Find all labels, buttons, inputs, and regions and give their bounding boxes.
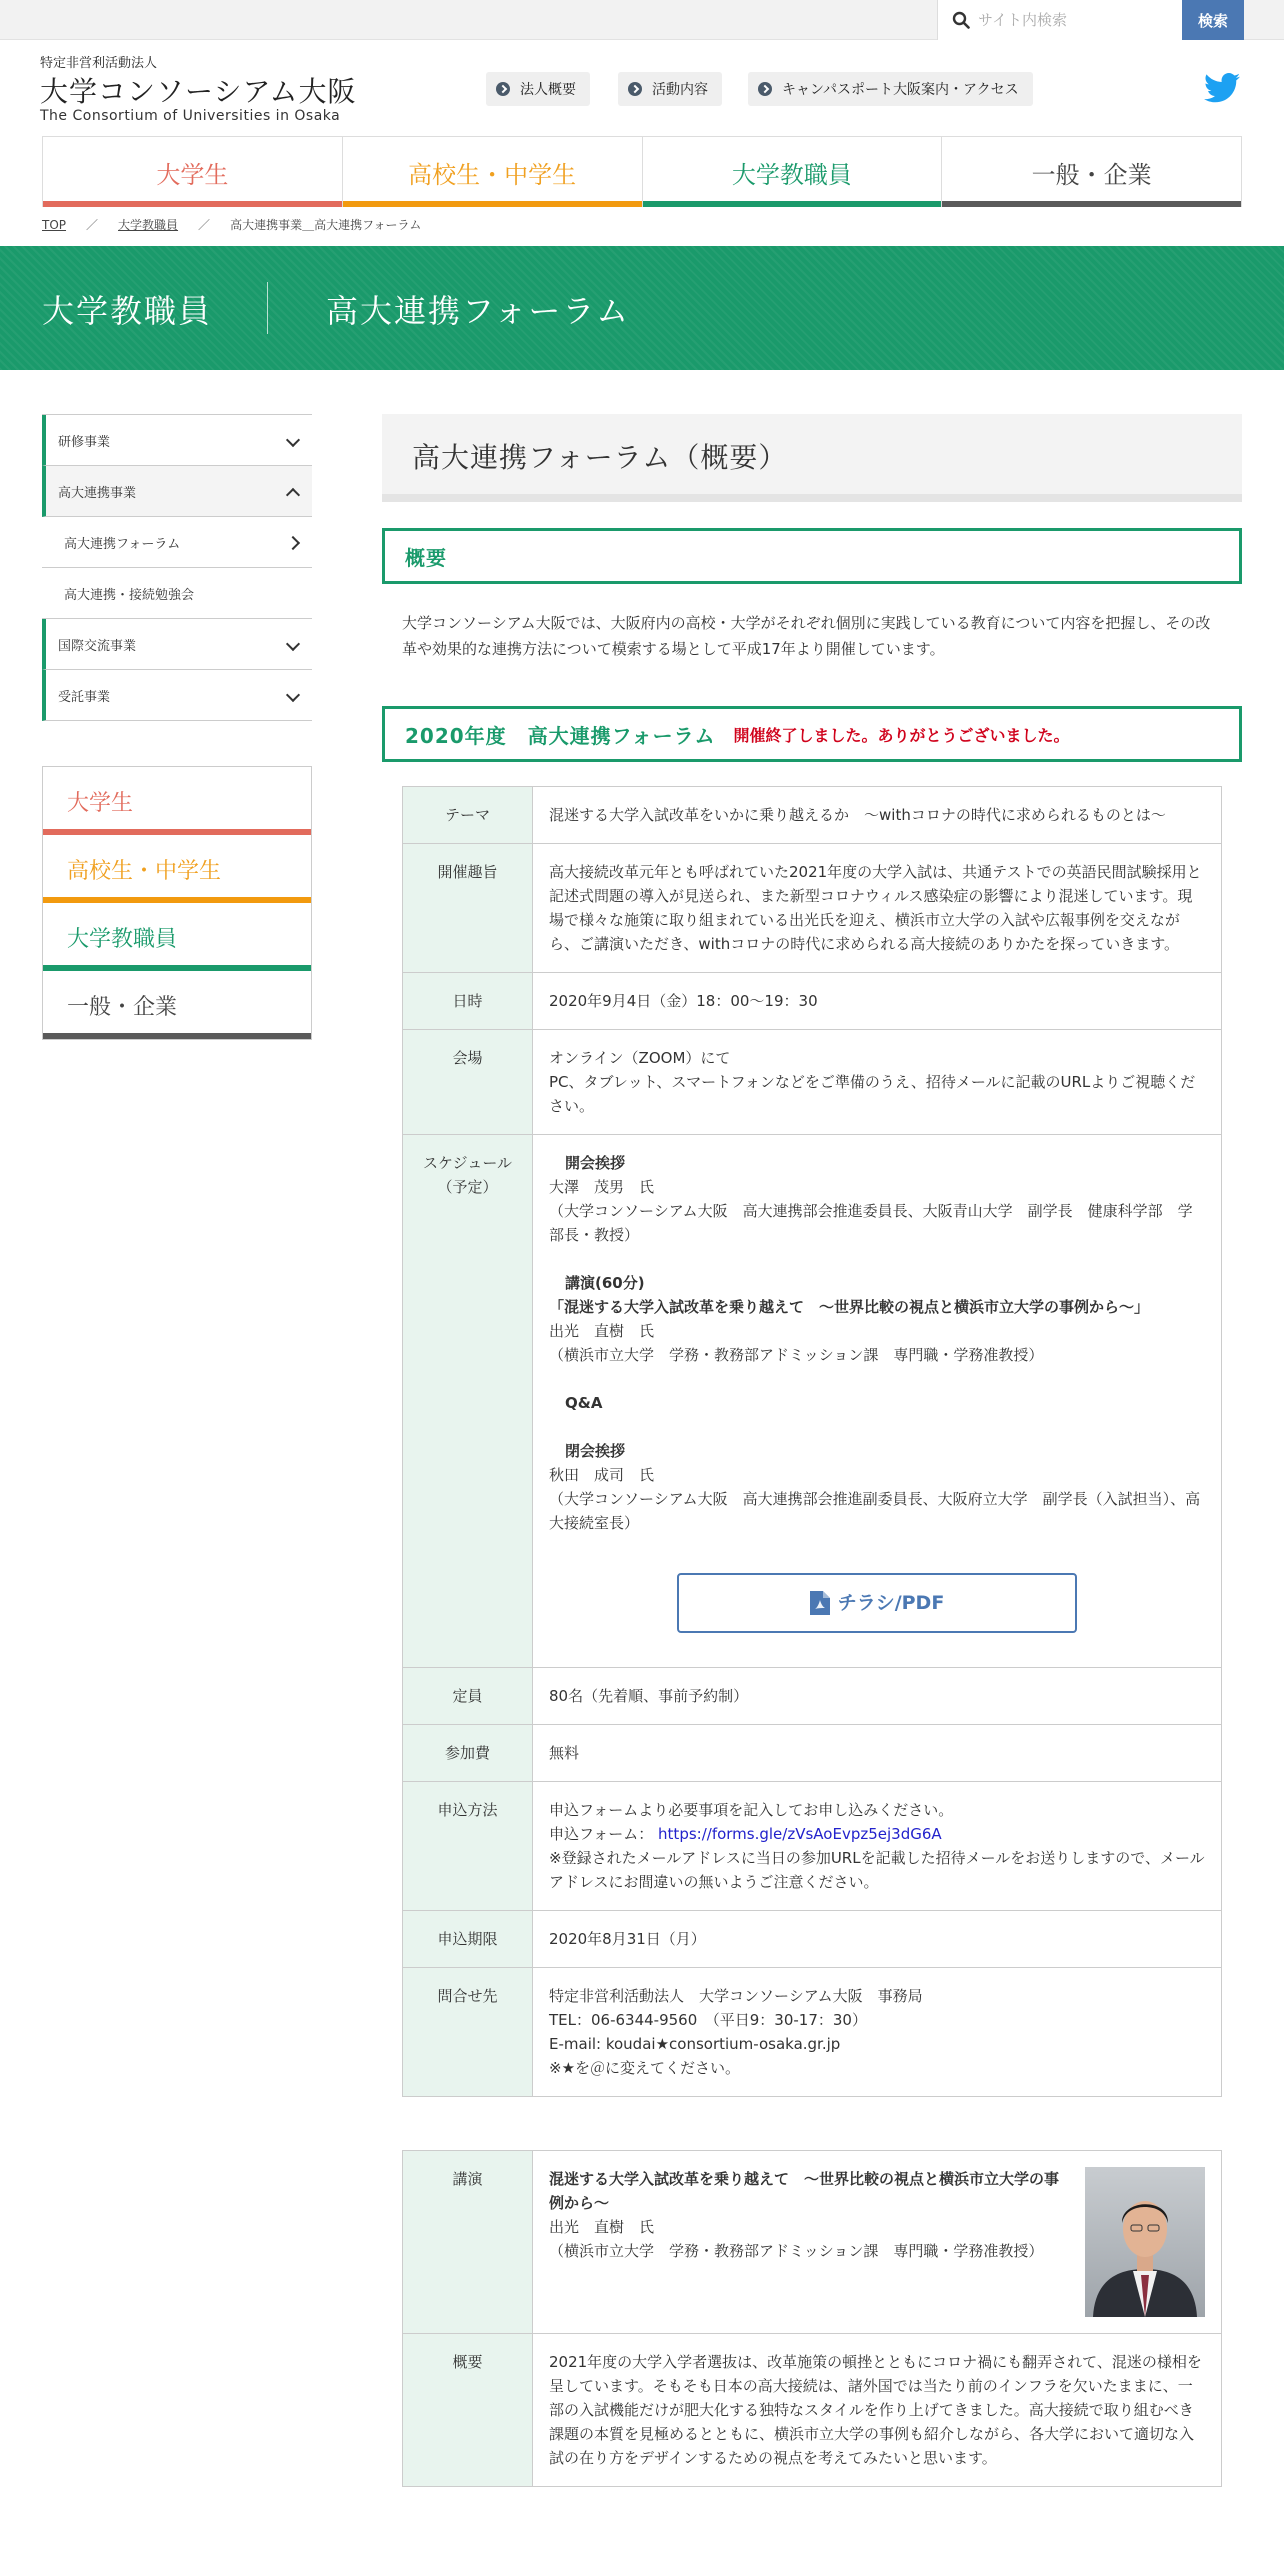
schedule-qa-heading: Q&A (565, 1394, 603, 1412)
hero-band (0, 246, 1284, 370)
table-row (403, 1030, 1222, 1135)
page-title-box (382, 414, 1242, 502)
row-label: 開催趣旨 (403, 844, 533, 973)
main-nav-students[interactable]: 大学生 (42, 137, 342, 207)
event-heading-box (382, 706, 1242, 762)
sidebar-category-box (42, 766, 312, 1040)
page-title: 高大連携フォーラム（概要） (412, 441, 788, 474)
schedule-lecture-heading: 講演(60分) (565, 1274, 645, 1292)
apply-instruction: 申込フォームより必要事項を記入してお申し込みください。 (549, 1801, 954, 1819)
main-nav-general[interactable]: 一般・企業 (941, 137, 1242, 207)
hero-divider (267, 282, 268, 334)
chevron-right-icon (286, 536, 300, 550)
row-label: 概要 (403, 2334, 533, 2487)
row-label (403, 1135, 533, 1668)
schedule-label: スケジュール (422, 1154, 513, 1172)
header-nav-label: 活動内容 (652, 82, 708, 98)
chevron-down-icon (286, 688, 300, 702)
fee-value: 無料 (533, 1725, 1222, 1782)
schedule-lecture-name: 出光 直樹 氏 (549, 1322, 655, 1340)
breadcrumb-current: 高大連携事業＿高大連携フォーラム (230, 218, 422, 232)
arrow-circle-icon (628, 82, 642, 96)
sidebar-item-highschool-collab[interactable] (42, 466, 312, 517)
arrow-circle-icon (496, 82, 510, 96)
row-label: 申込期限 (403, 1911, 533, 1968)
event-closed-notice: 開催終了しました。ありがとうございました。 (733, 725, 1070, 745)
hero-category: 大学教職員 (42, 292, 213, 330)
deadline-value: 2020年8月31日（月） (533, 1911, 1222, 1968)
contact-org: 特定非営利活動法人 大学コンソーシアム大阪 事務局 (549, 1987, 923, 2005)
site-subtitle: The Consortium of Universities in Osaka (40, 108, 341, 124)
site-title[interactable]: 大学コンソーシアム大阪 (40, 75, 357, 108)
schedule-open-affiliation: （大学コンソーシアム大阪 高大連携部会推進委員長、大阪青山大学 副学長 健康科学部 学部長・教授） (549, 1202, 1193, 1244)
table-row (403, 787, 1222, 844)
header-nav-activities[interactable] (618, 72, 722, 106)
overview-heading: 概要 (405, 545, 447, 570)
apply-form-link[interactable]: https://forms.gle/zVsAoEvpz5ej3dG6A (658, 1825, 942, 1843)
row-label: 講演 (403, 2151, 533, 2334)
sidebar-item-label: 高大連携フォーラム (64, 536, 181, 552)
schedule-lecture-title: 「混迷する大学入試改革を乗り越えて ～世界比較の視点と横浜市立大学の事例から～」 (549, 1298, 1150, 1316)
lecture-title: 混迷する大学入試改革を乗り越えて ～世界比較の視点と横浜市立大学の事例から～ (549, 2170, 1060, 2212)
search-icon (952, 11, 970, 29)
search-button[interactable]: 検索 (1182, 0, 1244, 40)
breadcrumb-separator: ／ (86, 218, 99, 232)
header-nav-label: 法人概要 (520, 82, 576, 98)
schedule-open-name: 大澤 茂男 氏 (549, 1178, 655, 1196)
main-nav (42, 136, 1242, 206)
row-label: テーマ (403, 787, 533, 844)
date-value: 2020年9月4日（金）18：00～19：30 (533, 973, 1222, 1030)
breadcrumb-faculty-link[interactable]: 大学教職員 (118, 218, 179, 232)
header-nav-about[interactable] (486, 72, 590, 106)
row-label: 参加費 (403, 1725, 533, 1782)
schedule-close-affiliation: （大学コンソーシアム大阪 高大連携部会推進副委員長、大阪府立大学 副学長（入試担当）、高大接続室長） (549, 1490, 1201, 1532)
schedule-lecture-affiliation: （横浜市立大学 学務・教務部アドミッション課 専門職・学務准教授） (549, 1346, 1044, 1364)
schedule-close-name: 秋田 成司 氏 (549, 1466, 655, 1484)
apply-note: ※登録されたメールアドレスに当日の参加URLを記載した招待メールをお送りしますので、メールアドレスにお間違いの無いようご注意ください。 (549, 1849, 1205, 1891)
overview-heading-box (382, 528, 1242, 584)
breadcrumb-separator: ／ (198, 218, 211, 232)
search-input[interactable] (978, 6, 1198, 34)
flyer-pdf-label: チラシ/PDF (837, 1592, 945, 1614)
schedule-close-heading: 閉会挨拶 (565, 1442, 626, 1460)
sidebar-item-study-group[interactable] (42, 568, 312, 619)
table-row (403, 2334, 1222, 2487)
lecture-summary: 2021年度の大学入学者選抜は、改革施策の頓挫とともにコロナ禍にも翻弄されて、混迷の様相を呈しています。そもそも日本の高大接続は、諸外国では当たり前のインフラを欠いたままに、一部の入試機能だけが肥大化する独特なスタイルを作り上げてきました。高大接続で取り組むべき課題の本質を見極めるとともに、横浜市立大学の事例も紹介しながら、各大学において適切な入試の在り方をデザインするための視点を考えてみたいと思います。 (533, 2334, 1222, 2487)
schedule-value (533, 1135, 1222, 1668)
chevron-down-icon (286, 433, 300, 447)
sidebar-item-label: 高大連携事業 (58, 485, 137, 501)
apply-form-label: 申込フォーム： (549, 1825, 654, 1843)
lecture-affiliation: （横浜市立大学 学務・教務部アドミッション課 専門職・学務准教授） (549, 2242, 1044, 2260)
hero-title: 高大連携フォーラム (326, 292, 631, 330)
speaker-photo (1085, 2167, 1205, 2317)
purpose-value: 高大接続改革元年とも呼ばれていた2021年度の大学入試は、共通テストでの英語民間試験採用と記述式問題の導入が見送られ、また新型コロナウィルス感染症の影響により混迷しています。現場で様々な施策に取り組まれている出光氏を迎え、横浜市立大学の入試や広報事例を交えながら、ご講演いただき、withコロナの時代に求められる高大接続のありかたを探っていきます。 (533, 844, 1222, 973)
sidebar-item-label: 受託事業 (58, 689, 111, 705)
chevron-up-icon (286, 488, 300, 502)
lecture-info-table (402, 2150, 1222, 2487)
breadcrumb-top-link[interactable]: TOP (42, 217, 67, 232)
sidebar-item-international[interactable] (42, 619, 312, 670)
sidebar-item-label: 研修事業 (58, 434, 111, 450)
header-nav-access[interactable] (748, 72, 1033, 106)
sidebar-item-commissioned[interactable] (42, 670, 312, 721)
chevron-down-icon (286, 637, 300, 651)
venue-value (533, 1030, 1222, 1135)
sidebar-item-label: 高大連携・接続勉強会 (64, 587, 195, 603)
sidebar-category-faculty[interactable]: 大学教職員 (43, 903, 311, 971)
table-row (403, 1968, 1222, 2097)
header-nav-label: キャンパスポート大阪案内・アクセス (782, 82, 1019, 98)
schedule-label-sub: （予定） (437, 1178, 498, 1196)
sidebar-category-general[interactable]: 一般・企業 (43, 971, 311, 1039)
sidebar-item-training[interactable] (42, 415, 312, 466)
sidebar-menu (42, 414, 312, 721)
contact-tel: TEL：06-6344-9560 （平日9：30-17：30） (549, 2011, 867, 2029)
venue-note: PC、タブレット、スマートフォンなどをご準備のうえ、招待メールに記載のURLよりご視聴ください。 (549, 1073, 1196, 1115)
table-row (403, 1725, 1222, 1782)
lecture-speaker: 出光 直樹 氏 (549, 2218, 655, 2236)
table-row (403, 1135, 1222, 1668)
intro-text: 大学コンソーシアム大阪では、大阪府内の高校・大学がそれぞれ個別に実践している教育について内容を把握し、その改革や効果的な連携方法について模索する場として平成17年より開催しています。 (402, 614, 1211, 658)
contact-note: ※★を＠に変えてください。 (549, 2059, 741, 2077)
flyer-pdf-button[interactable] (677, 1573, 1077, 1633)
apply-value (533, 1782, 1222, 1911)
venue-line: オンライン（ZOOM）にて (549, 1049, 731, 1067)
table-row (403, 1782, 1222, 1911)
table-row (403, 973, 1222, 1030)
row-label: 申込方法 (403, 1782, 533, 1911)
sidebar-item-label: 国際交流事業 (58, 638, 137, 654)
schedule-open-heading: 開会挨拶 (565, 1154, 626, 1172)
theme-value: 混迷する大学入試改革をいかに乗り越えるか ～withコロナの時代に求められるものとは～ (533, 787, 1222, 844)
pdf-icon (810, 1591, 830, 1615)
row-label: 会場 (403, 1030, 533, 1135)
sidebar-item-forum[interactable] (42, 517, 312, 568)
row-label: 日時 (403, 973, 533, 1030)
sidebar-category-students[interactable]: 大学生 (43, 767, 311, 835)
table-row (403, 844, 1222, 973)
table-row (403, 2151, 1222, 2334)
row-label: 問合せ先 (403, 1968, 533, 2097)
event-heading: 2020年度 高大連携フォーラム (405, 723, 716, 748)
sidebar-category-highschool[interactable]: 高校生・中学生 (43, 835, 311, 903)
twitter-icon[interactable] (1204, 72, 1240, 104)
arrow-circle-icon (758, 82, 772, 96)
row-label: 定員 (403, 1668, 533, 1725)
event-info-table (402, 786, 1222, 2097)
contact-email: E-mail: koudai★consortium-osaka.gr.jp (549, 2035, 841, 2053)
table-row (403, 1668, 1222, 1725)
breadcrumb (42, 216, 421, 233)
apply-form-line (549, 1822, 1205, 1846)
org-type: 特定非営利活動法人 (40, 56, 158, 71)
table-row (403, 1911, 1222, 1968)
main-nav-faculty[interactable]: 大学教職員 (642, 137, 942, 207)
lecture-value (533, 2151, 1222, 2334)
contact-value (533, 1968, 1222, 2097)
capacity-value: 80名（先着順、事前予約制） (533, 1668, 1222, 1725)
top-bar (0, 0, 1284, 40)
main-nav-highschool[interactable]: 高校生・中学生 (342, 137, 642, 207)
